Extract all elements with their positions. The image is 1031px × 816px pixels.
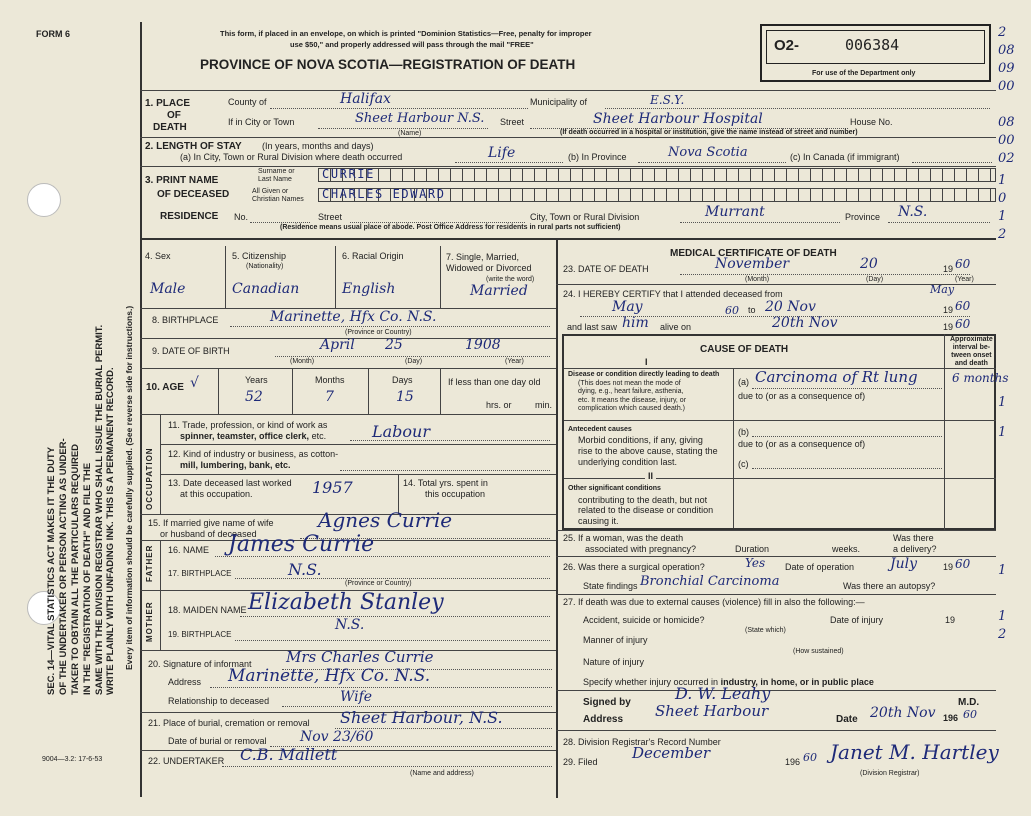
dob-month-value: April xyxy=(320,337,355,353)
certifier-date-label: Date xyxy=(836,714,858,725)
residence-street-line xyxy=(350,222,525,223)
last-worked-value: 1957 xyxy=(312,478,353,497)
operation-date-value: July xyxy=(890,556,918,572)
label-line: (write the word) xyxy=(486,276,535,283)
rule xyxy=(556,556,996,557)
punch-hole-top xyxy=(27,183,61,217)
code-digit: 1 xyxy=(998,395,1007,410)
age-label: 10. AGE xyxy=(146,382,184,393)
department-use-label: For use of the Department only xyxy=(812,70,916,77)
column-divider xyxy=(556,238,558,798)
label-line: and death xyxy=(954,360,988,367)
registration-prefix: O2- xyxy=(774,37,800,54)
sex-label: 4. Sex xyxy=(145,251,171,261)
date-of-death-line xyxy=(680,274,970,275)
operation-year-value: 60 xyxy=(955,557,971,571)
residence-province-value: N.S. xyxy=(898,204,928,220)
father-birthplace-value: N.S. xyxy=(288,560,322,579)
county-line xyxy=(270,108,528,109)
birthplace-label: 8. BIRTHPLACE xyxy=(152,315,219,325)
parent-divider xyxy=(160,540,161,590)
mother-maiden-value: Elizabeth Stanley xyxy=(248,590,444,615)
death-month-label: (Month) xyxy=(745,276,770,283)
dob-month-label: (Month) xyxy=(290,358,315,365)
label-line: Morbid conditions, if any, giving xyxy=(578,435,703,445)
surname-label xyxy=(258,168,295,184)
in-city-label: (a) In City, Town or Rural Division where death occurred xyxy=(180,152,403,162)
racial-origin-label: 6. Racial Origin xyxy=(342,251,404,261)
label-line: DEATH xyxy=(153,122,187,133)
cause-of-death-title: CAUSE OF DEATH xyxy=(700,344,789,355)
signed-by-label: Signed by xyxy=(583,697,631,708)
notice-line: SEC. 14—VITAL STATISTICS ACT MAKES IT THE DUTY xyxy=(46,446,57,695)
notice-line: TAKER TO OBTAIN ALL THE PARTICULARS REQUIRED xyxy=(69,443,81,695)
manner-label: Manner of injury xyxy=(583,635,648,645)
in-province-line xyxy=(638,162,786,163)
burial-place-value: Sheet Harbour, N.S. xyxy=(340,708,503,727)
code-digit: 0 xyxy=(998,191,1007,206)
code-digit: 1 xyxy=(998,425,1007,440)
medical-certificate-title: MEDICAL CERTIFICATE OF DEATH xyxy=(670,248,837,259)
findings-label: State findings xyxy=(583,581,638,591)
residence-street-label: Street xyxy=(318,212,343,222)
code-digit: 2 xyxy=(998,627,1007,642)
rule xyxy=(140,166,996,167)
rule xyxy=(556,594,996,595)
occupation-label: OCCUPATION xyxy=(145,447,154,510)
total-years-label: 14. Total yrs. spent in xyxy=(403,478,488,488)
dob-day-label: (Day) xyxy=(405,358,423,365)
label-line: contributing to the death, but not xyxy=(578,494,708,505)
notice-line: IN THE "REGISTRATION OF DEATH" AND FILE THE xyxy=(81,462,93,695)
label-line: rise to the above cause, stating the xyxy=(578,446,718,456)
label-line: 3. PRINT NAME xyxy=(145,175,219,186)
residence-province-line xyxy=(888,222,990,223)
residence-note: (Residence means usual place of abode. Post Office Address for residents in rural parts not sufficient) xyxy=(280,224,621,231)
cause-b-line xyxy=(752,436,942,437)
label-line: OF DECEASED xyxy=(157,189,230,200)
street-value: Sheet Harbour Hospital xyxy=(593,111,763,127)
label-part: industry, in home, or in public place xyxy=(720,677,874,687)
rule xyxy=(556,730,996,731)
last-saw-label: and last saw xyxy=(567,322,618,332)
print-code: 9004—3.2: 17-6-53 xyxy=(42,756,103,763)
registrar-signature: Janet M. Hartley xyxy=(830,740,999,764)
in-province-value: Nova Scotia xyxy=(668,145,748,160)
surname-value: CURRIE xyxy=(322,167,375,181)
age-days-value: 15 xyxy=(396,389,414,405)
industry-line xyxy=(340,470,550,471)
citizenship-label: 5. Citizenship xyxy=(232,251,287,261)
injury-date-label: Date of injury xyxy=(830,615,884,625)
cell-divider xyxy=(368,368,369,414)
place-of-death-label xyxy=(145,98,190,134)
county-label: County of xyxy=(228,97,267,107)
other-conditions-label xyxy=(568,484,713,526)
age-years-label: Years xyxy=(245,375,268,385)
label-line: related to the disease or condition xyxy=(578,505,714,515)
residence-province-label: Province xyxy=(845,212,881,222)
registration-number-box xyxy=(760,24,991,82)
antecedent-label xyxy=(568,424,718,468)
cause-b-marker: (b) xyxy=(738,427,749,437)
county-value: Halifax xyxy=(340,91,391,107)
death-year-value: 60 xyxy=(955,257,971,271)
last-saw-value: him xyxy=(622,315,649,331)
label-line: interval be- xyxy=(952,344,991,351)
parent-divider xyxy=(160,590,161,650)
death-year-prefix: 19 xyxy=(943,264,954,274)
label-part: etc. xyxy=(311,431,327,441)
spouse-label-2: or husband of deceased xyxy=(160,529,257,539)
certifier-year-prefix: 196 xyxy=(943,713,959,723)
cell-divider xyxy=(335,246,336,308)
dob-label: 9. DATE OF BIRTH xyxy=(152,346,230,356)
rule xyxy=(140,90,996,91)
code-digit: 1 xyxy=(998,173,1007,188)
residence-no-label: No. xyxy=(234,212,249,222)
label-line: causing it. xyxy=(578,515,619,526)
informant-address-value: Marinette, Hfx Co. N.S. xyxy=(228,666,431,686)
sex-value: Male xyxy=(150,281,186,297)
occupation-divider xyxy=(160,414,161,514)
label-line: dying, e.g., heart failure, asthenia, xyxy=(578,388,684,395)
mother-birthplace-label: 19. BIRTHPLACE xyxy=(168,630,232,639)
father-birthplace-line xyxy=(235,578,550,579)
cause-a-line xyxy=(752,388,942,389)
burial-date-value: Nov 23/60 xyxy=(300,729,374,745)
alive-year-prefix: 19 xyxy=(943,322,954,332)
father-label: FATHER xyxy=(145,544,154,582)
father-birthplace-note: (Province or Country) xyxy=(345,580,412,587)
residence-label: RESIDENCE xyxy=(160,211,219,222)
pregnancy-label: 25. If a woman, was the death xyxy=(563,533,684,543)
age-check-mark: √ xyxy=(190,375,199,391)
cell-divider xyxy=(440,246,441,308)
mother-maiden-label: 18. MAIDEN NAME xyxy=(168,605,247,615)
cause-c-marker: (c) xyxy=(738,459,749,469)
surname-boxes xyxy=(318,168,996,182)
length-of-stay-label: 2. LENGTH OF STAY xyxy=(145,141,242,152)
injury-year-prefix: 19 xyxy=(945,615,956,625)
given-names-value: CHARLES EDWARD xyxy=(322,187,446,201)
filed-label: 29. Filed xyxy=(563,757,598,767)
envelope-notice-2: use $50," and properly addressed will pass through the mail "FREE" xyxy=(290,40,534,49)
dob-year-label: (Year) xyxy=(505,358,524,365)
in-province-label: (b) In Province xyxy=(568,152,627,162)
label-line: underlying condition last. xyxy=(578,457,678,467)
attended-to-year: 60 xyxy=(955,299,971,313)
in-canada-line xyxy=(912,162,992,163)
min-label: min. xyxy=(535,400,553,410)
code-digit: 1 xyxy=(998,563,1007,578)
hospital-note: (If death occurred in a hospital or institution, give the name instead of street and number) xyxy=(560,129,858,136)
weeks-label: weeks. xyxy=(832,544,861,554)
total-years-label-2: this occupation xyxy=(425,489,486,499)
operation-year-prefix: 19 xyxy=(943,562,954,572)
less-day-label: If less than one day old xyxy=(448,377,541,387)
vital-statistics-notice xyxy=(46,325,117,695)
cause-c-line xyxy=(752,468,942,469)
cell-divider xyxy=(440,368,441,414)
certify-label: 24. I HEREBY CERTIFY that I attended deceased from xyxy=(563,289,783,299)
how-sustained-label: (How sustained) xyxy=(793,648,844,655)
nature-label: Nature of injury xyxy=(583,657,645,667)
label-part: Specify whether injury occurred in xyxy=(583,677,719,687)
dob-day-value: 25 xyxy=(385,337,403,353)
code-digit: 1 xyxy=(998,209,1007,224)
birthplace-line xyxy=(230,326,550,327)
registration-number: 006384 xyxy=(845,36,900,54)
undertaker-label: 22. UNDERTAKER xyxy=(148,756,225,766)
in-city-line xyxy=(455,162,563,163)
form-title: PROVINCE OF NOVA SCOTIA—REGISTRATION OF DEATH xyxy=(200,57,576,72)
relationship-line xyxy=(282,706,552,707)
marital-status-value: Married xyxy=(470,283,528,299)
rule xyxy=(556,530,996,531)
in-canada-label: (c) In Canada (if immigrant) xyxy=(790,152,900,162)
print-name-label xyxy=(145,174,229,202)
operation-date-label: Date of operation xyxy=(785,562,855,572)
surgical-label: 26. Was there a surgical operation? xyxy=(563,562,705,572)
code-digit: 02 xyxy=(998,151,1015,166)
burial-place-label: 21. Place of burial, cremation or removal xyxy=(148,718,310,728)
code-digit: 2 xyxy=(998,25,1007,40)
street-label: Street xyxy=(500,117,525,127)
birthplace-note: (Province or Country) xyxy=(345,329,412,336)
label-line: Disease or condition directly leading to death xyxy=(568,371,720,378)
father-name-value: James Currie xyxy=(228,532,375,557)
father-name-label: 16. NAME xyxy=(168,545,210,555)
state-which-label: (State which) xyxy=(745,627,786,634)
interval-divider xyxy=(944,334,945,530)
form-number: FORM 6 xyxy=(36,29,71,39)
mother-birthplace-line xyxy=(235,640,550,641)
city-label: If in City or Town xyxy=(228,117,295,127)
age-months-value: 7 xyxy=(325,389,334,405)
city-line xyxy=(318,128,488,129)
rule xyxy=(140,414,556,415)
notice-line: OF THE UNDERTAKER OR PERSON ACTING AS UNDER- xyxy=(57,438,69,695)
municipality-value: E.S.Y. xyxy=(650,93,685,107)
cause-a-value: Carcinoma of Rt lung xyxy=(755,368,918,386)
code-digit: 1 xyxy=(998,609,1007,624)
label-line: 1. PLACE xyxy=(145,98,191,109)
md-label: M.D. xyxy=(958,697,980,708)
signed-by-value: D. W. Leahy xyxy=(675,684,771,703)
trade-label: 11. Trade, profession, or kind of work as xyxy=(168,420,328,430)
code-digit: 00 xyxy=(998,79,1015,94)
last-worked-label-2: at this occupation. xyxy=(180,489,253,499)
residence-city-line xyxy=(680,222,840,223)
birthplace-value: Marinette, Hfx Co. N.S. xyxy=(270,309,437,325)
form-left-border xyxy=(140,22,142,797)
spouse-value: Agnes Currie xyxy=(318,508,453,532)
label-line: Last Name xyxy=(258,176,292,183)
attended-to-value: 20 Nov xyxy=(765,299,816,315)
relationship-label: Relationship to deceased xyxy=(168,696,270,706)
attended-from-value: May xyxy=(612,299,643,315)
rule xyxy=(160,444,556,445)
residence-city-label: City, Town or Rural Division xyxy=(530,212,640,222)
rule xyxy=(556,690,996,691)
informant-address-line xyxy=(210,687,552,688)
label-line: (This does not mean the mode of xyxy=(578,379,681,387)
notice-line: WRITE PLAINLY WITH UNFADING INK. THIS IS A PERMANENT RECORD. xyxy=(105,367,117,695)
certifier-year-value: 60 xyxy=(963,708,977,721)
interval-header xyxy=(950,336,993,368)
death-year-label: (Year) xyxy=(955,276,974,283)
duration-label: Duration xyxy=(735,544,770,554)
label-line: OF xyxy=(167,110,181,121)
rule xyxy=(160,474,556,475)
due-to-b-label: due to (or as a consequence of) xyxy=(738,439,866,449)
filed-value: December xyxy=(632,744,711,762)
code-digit: 08 xyxy=(998,115,1015,130)
certifier-address-label: Address xyxy=(583,714,624,725)
rule xyxy=(564,420,996,421)
code-digit: 08 xyxy=(998,43,1015,58)
alive-year-value: 60 xyxy=(955,317,971,331)
municipality-line xyxy=(605,108,990,109)
undertaker-line xyxy=(222,766,552,767)
coding-margin xyxy=(998,24,1028,644)
delivery-label-2: a delivery? xyxy=(893,544,937,554)
name-note: (Name) xyxy=(398,130,422,137)
attended-from-year: 60 xyxy=(725,304,739,317)
death-month-value: November xyxy=(715,256,790,272)
cause-divider xyxy=(733,368,734,528)
informant-address-label: Address xyxy=(168,677,202,687)
label-line: complication which caused death.) xyxy=(578,405,686,412)
date-of-death-label: 23. DATE OF DEATH xyxy=(563,264,649,274)
in-city-value: Life xyxy=(488,145,516,161)
father-birthplace-label: 17. BIRTHPLACE xyxy=(168,569,232,578)
findings-value: Bronchial Carcinoma xyxy=(640,574,780,589)
rule xyxy=(564,478,996,479)
industry-label: 12. Kind of industry or business, as cotton- xyxy=(168,449,339,459)
due-to-a-label: due to (or as a consequence of) xyxy=(738,391,866,401)
marital-status-label xyxy=(446,252,534,285)
undertaker-value: C.B. Mallett xyxy=(240,745,338,764)
label-line: Surname or xyxy=(258,168,295,175)
notice-line: SAME WITH THE DIVISION REGISTRAR WHO SHALL ISSUE THE BURIAL PERMIT. xyxy=(93,324,105,695)
municipality-label: Municipality of xyxy=(530,97,588,107)
given-names-label xyxy=(252,188,304,204)
rule xyxy=(140,750,556,751)
code-digit: 2 xyxy=(998,227,1007,242)
disease-label xyxy=(568,371,719,414)
mother-maiden-line xyxy=(240,616,550,617)
trade-value: Labour xyxy=(372,422,430,441)
residence-city-value: Murrant xyxy=(705,204,765,220)
registrar-label: (Division Registrar) xyxy=(860,770,920,777)
citizenship-value: Canadian xyxy=(232,281,300,297)
label-line: 7. Single, Married, xyxy=(446,252,520,262)
part-two-label: II xyxy=(645,472,656,482)
label-line: tween onset xyxy=(951,352,992,359)
alive-on-value: 20th Nov xyxy=(772,315,838,331)
pregnancy-label-2: associated with pregnancy? xyxy=(585,544,697,554)
to-label: to xyxy=(748,305,756,315)
label-line: All Given or xyxy=(252,188,289,195)
certifier-address-value: Sheet Harbour xyxy=(655,702,769,720)
age-months-label: Months xyxy=(315,375,345,385)
informant-value: Mrs Charles Currie xyxy=(286,648,434,666)
rule xyxy=(140,238,996,240)
dob-year-value: 1908 xyxy=(465,337,501,353)
envelope-notice: This form, if placed in an envelope, on which is printed "Dominion Statistics—Free, penalty for improper xyxy=(220,29,592,38)
label-line: Other significant conditions xyxy=(568,485,661,492)
certifier-date-value: 20th Nov xyxy=(870,705,936,721)
relationship-value: Wife xyxy=(340,689,373,705)
label-part: spinner, teamster, office clerk, xyxy=(180,431,310,441)
code-digit: 00 xyxy=(998,133,1015,148)
filed-year-prefix: 196 xyxy=(785,757,801,767)
undertaker-note: (Name and address) xyxy=(410,770,474,777)
burial-date-label: Date of burial or removal xyxy=(168,736,267,746)
label-line: Approximate xyxy=(950,336,993,343)
part-one-label: I xyxy=(645,357,648,367)
accident-label: Accident, suicide or homicide? xyxy=(583,615,705,625)
age-days-label: Days xyxy=(392,375,413,385)
spouse-label: 15. If married give name of wife xyxy=(148,518,274,528)
age-years-value: 52 xyxy=(245,389,263,405)
death-day-label: (Day) xyxy=(866,276,884,283)
dob-line xyxy=(275,356,550,357)
label-line: Antecedent causes xyxy=(568,426,632,433)
autopsy-label: Was there an autopsy? xyxy=(843,581,936,591)
mother-birthplace-value: N.S. xyxy=(335,617,365,633)
length-of-stay-note: (In years, months and days) xyxy=(262,141,374,151)
notice-small: Every item of information should be carefully supplied. (See reverse side for instructions.) xyxy=(124,305,134,670)
external-causes-label: 27. If death was due to external causes (violence) fill in also the following:— xyxy=(563,597,865,607)
cell-divider xyxy=(225,246,226,308)
city-value: Sheet Harbour N.S. xyxy=(355,111,485,126)
mother-label: MOTHER xyxy=(145,601,154,642)
attended-to-year-prefix: 19 xyxy=(943,305,954,315)
cell-divider xyxy=(218,368,219,414)
code-digit: 09 xyxy=(998,61,1015,76)
delivery-label: Was there xyxy=(893,533,934,543)
house-no-label: House No. xyxy=(850,117,893,127)
last-worked-label: 13. Date deceased last worked xyxy=(168,478,292,488)
rule xyxy=(140,137,996,138)
label-line: Christian Names xyxy=(252,196,304,203)
industry-examples: mill, lumbering, bank, etc. xyxy=(180,460,291,470)
rule xyxy=(140,368,556,369)
death-day-value: 20 xyxy=(860,256,878,272)
cell-divider xyxy=(292,368,293,414)
alive-on-label: alive on xyxy=(660,322,692,332)
residence-no-line xyxy=(250,222,310,223)
label-line: Widowed or Divorced xyxy=(446,263,532,273)
surgical-value: Yes xyxy=(745,556,766,570)
record-number-label: 28. Division Registrar's Record Number xyxy=(563,737,721,747)
hrs-label: hrs. or xyxy=(486,400,512,410)
trade-examples xyxy=(180,432,326,442)
racial-origin-value: English xyxy=(342,281,396,297)
informant-label: 20. Signature of informant xyxy=(148,659,252,669)
nationality-label: (Nationality) xyxy=(246,263,284,270)
interval-a-value: 6 months xyxy=(952,371,1009,385)
cause-a-marker: (a) xyxy=(738,377,749,387)
certify-code: May xyxy=(930,283,955,296)
filed-year-value: 60 xyxy=(803,751,817,764)
label-line: etc. It means the disease, injury, or xyxy=(578,396,687,404)
